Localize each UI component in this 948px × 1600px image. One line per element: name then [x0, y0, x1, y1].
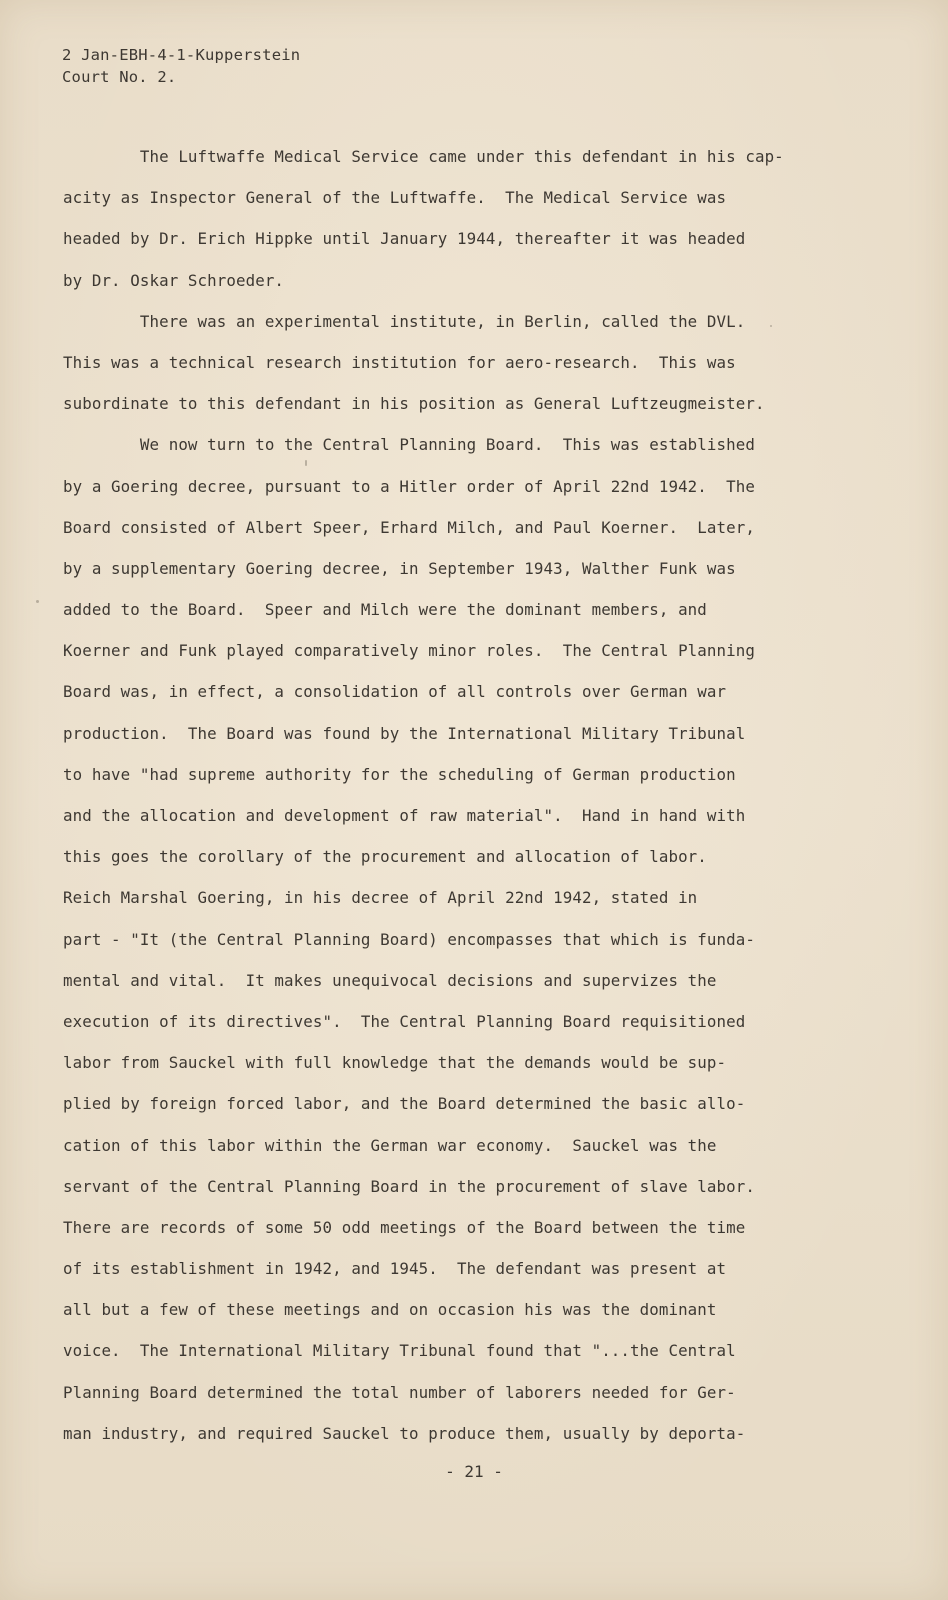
court-number: Court No. 2.: [62, 68, 177, 86]
text-line: added to the Board. Speer and Milch were the dominant members, and: [63, 600, 707, 620]
document-reference: 2 Jan-EBH-4-1-Kupperstein: [62, 46, 301, 64]
document-header: [62, 44, 300, 88]
text-line: by Dr. Oskar Schroeder.: [63, 270, 285, 290]
text-line: of its establishment in 1942, and 1945. The defendant was present at: [63, 1259, 727, 1279]
text-line: servant of the Central Planning Board in the procurement of slave labor.: [63, 1176, 755, 1196]
body-text: [63, 145, 803, 1463]
paper-speck: [305, 460, 307, 466]
text-line: labor from Sauckel with full knowledge that the demands would be sup-: [63, 1053, 727, 1073]
text-line: this goes the corollary of the procurement and allocation of labor.: [63, 847, 707, 867]
text-line: We now turn to the Central Planning Board. This was established: [63, 435, 755, 455]
text-line: Board consisted of Albert Speer, Erhard Milch, and Paul Koerner. Later,: [63, 517, 755, 537]
text-line: The Luftwaffe Medical Service came under this defendant in his cap-: [63, 147, 784, 166]
text-line: execution of its directives". The Central Planning Board requisitioned: [63, 1011, 746, 1031]
text-line: This was a technical research institution for aero-research. This was: [63, 352, 736, 372]
text-line: and the allocation and development of raw material". Hand in hand with: [63, 806, 746, 825]
text-line: by a supplementary Goering decree, in September 1943, Walther Funk was: [63, 558, 736, 578]
text-line: Reich Marshal Goering, in his decree of April 22nd 1942, stated in: [63, 888, 698, 908]
text-line: Board was, in effect, a consolidation of all controls over German war: [63, 682, 727, 702]
text-line: by a Goering decree, pursuant to a Hitler order of April 22nd 1942. The: [63, 476, 755, 496]
text-line: to have "had supreme authority for the scheduling of German production: [63, 764, 736, 784]
text-line: cation of this labor within the German war economy. Sauckel was the: [63, 1135, 717, 1155]
text-line: man industry, and required Sauckel to produce them, usually by deporta-: [63, 1423, 746, 1443]
text-line: There are records of some 50 odd meetings of the Board between the time: [63, 1217, 746, 1237]
paper-speck: [36, 600, 39, 603]
text-line: voice. The International Military Tribunal found that "...the Central: [63, 1341, 736, 1361]
text-line: production. The Board was found by the International Military Tribunal: [63, 723, 746, 743]
text-line: Planning Board determined the total number of laborers needed for Ger-: [63, 1382, 736, 1402]
text-line: Koerner and Funk played comparatively minor roles. The Central Planning: [63, 641, 755, 661]
text-line: headed by Dr. Erich Hippke until January 1944, thereafter it was headed: [63, 229, 746, 249]
text-line: part - "It (the Central Planning Board) encompasses that which is funda-: [63, 929, 755, 949]
text-line: all but a few of these meetings and on occasion his was the dominant: [63, 1300, 717, 1320]
text-line: subordinate to this defendant in his position as General Luftzeugmeister.: [63, 394, 765, 414]
text-line: mental and vital. It makes unequivocal decisions and supervizes the: [63, 970, 717, 990]
text-line: acity as Inspector General of the Luftwaffe. The Medical Service was: [63, 188, 727, 208]
text-line: plied by foreign forced labor, and the Board determined the basic allo-: [63, 1094, 746, 1114]
paper-speck: [770, 325, 772, 327]
page-number: - 21 -: [445, 1462, 503, 1481]
text-line: There was an experimental institute, in Berlin, called the DVL.: [63, 311, 746, 331]
